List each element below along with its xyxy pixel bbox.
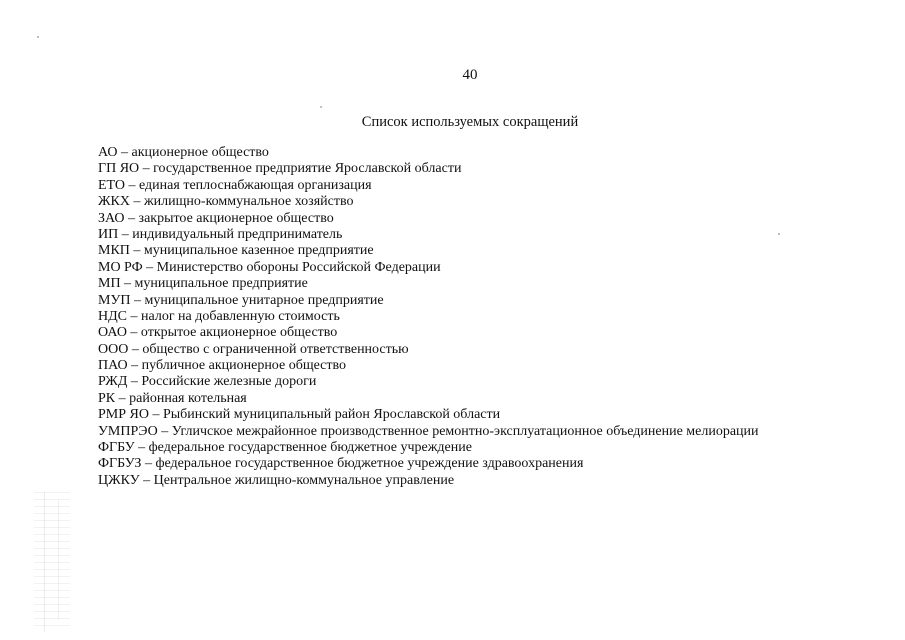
- list-item: ООО – общество с ограниченной ответственностью: [98, 341, 409, 357]
- list-item: ГП ЯО – государственное предприятие Ярославской области: [98, 161, 462, 177]
- list-item: ФГБУЗ – федеральное государственное бюджетное учреждение здравоохранения: [98, 456, 584, 472]
- list-item: АО – акционерное общество: [98, 145, 269, 160]
- list-item: РЖД – Российские железные дороги: [98, 374, 317, 390]
- list-item: МП – муниципальное предприятие: [98, 276, 308, 292]
- list-item: ЦЖКУ – Центральное жилищно-коммунальное управление: [98, 472, 455, 488]
- list-item: ЕТО – единая теплоснабжающая организация: [98, 177, 372, 193]
- list-item: МУП – муниципальное унитарное предприятие: [98, 292, 384, 308]
- page-title: Список используемых сокращений: [361, 114, 579, 130]
- scan-speck: [320, 106, 322, 108]
- list-item: МО РФ – Министерство обороны Российской Федерации: [98, 259, 441, 275]
- list-item: ИП – индивидуальный предприниматель: [98, 226, 343, 242]
- list-item: МКП – муниципальное казенное предприятие: [98, 243, 374, 259]
- list-item: РК – районная котельная: [98, 390, 247, 406]
- list-item: ЖКХ – жилищно-коммунальное хозяйство: [98, 194, 354, 210]
- page-number: 40: [462, 67, 478, 83]
- list-item: ФГБУ – федеральное государственное бюджетное учреждение: [98, 440, 472, 456]
- scan-speck: [778, 233, 780, 235]
- list-item: ОАО – открытое акционерное общество: [98, 325, 338, 341]
- scan-speck: [37, 36, 39, 38]
- list-item: ПАО – публичное акционерное общество: [98, 358, 347, 374]
- scan-artifact: [34, 492, 70, 632]
- list-item: РМР ЯО – Рыбинский муниципальный район Ярославской области: [98, 407, 501, 423]
- abbreviation-list: [98, 145, 759, 489]
- list-item: НДС – налог на добавленную стоимость: [98, 308, 340, 324]
- list-item: ЗАО – закрытое акционерное общество: [98, 210, 334, 226]
- list-item: УМПРЭО – Угличское межрайонное производственное ремонтно-эксплуатационное объединение мелиорации: [98, 423, 759, 439]
